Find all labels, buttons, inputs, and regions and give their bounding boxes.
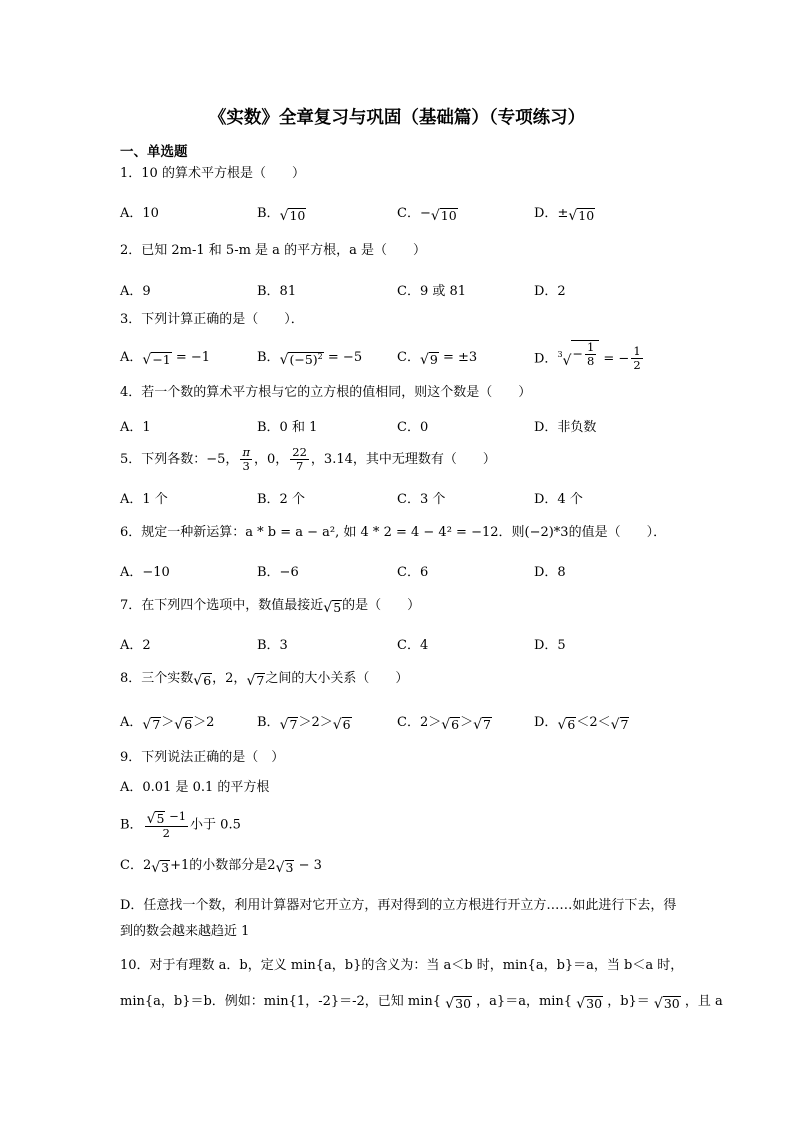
question-9: 9．下列说法正确的是（ ） <box>120 750 285 765</box>
question-1-options <box>120 202 690 224</box>
q2-option-b: B．81 <box>257 284 297 299</box>
q5-option-d: D．4 个 <box>534 492 583 507</box>
question-5-options <box>120 488 690 510</box>
q2-option-a: A．9 <box>120 284 151 299</box>
question-4: 4．若一个数的算术平方根与它的立方根的值相同，则这个数是（ ） <box>120 385 532 400</box>
q6-option-b: B．−6 <box>257 565 299 580</box>
q3-option-a: A． √ −1 = −1 <box>120 350 211 368</box>
q3-option-d: D．$^3$ √ − $\frac{1}{8}$ = − $\frac{1}{2}$ <box>534 340 641 373</box>
question-7: 7．在下列四个选项中，数值最接近 √ 5 的是（ ） <box>120 598 421 616</box>
q9-option-a: A．0.01 是 0.1 的平方根 <box>120 780 270 795</box>
q6-option-c: C．6 <box>397 565 429 580</box>
q8-option-b: B． √ 7 ＞2＞ √ 6 <box>257 715 351 733</box>
question-1: 1．10 的算术平方根是（ ） <box>120 166 305 181</box>
q2-option-c: C．9 或 81 <box>397 284 467 299</box>
q1-option-a: A．10 <box>120 206 159 221</box>
q3-option-b: B． √ $(-5)^2$ = −5 <box>257 350 363 368</box>
q5-option-b: B．2 个 <box>257 492 305 507</box>
q5-option-c: C．3 个 <box>397 492 446 507</box>
q6-option-d: D．8 <box>534 565 566 580</box>
question-10-line-1: 10．对于有理数 a．b，定义 min{a，b}的含义为：当 a＜b 时，min{a，b}＝a，当 b＜a 时， <box>120 958 684 973</box>
question-8: 8．三个实数 √ 6 ，2， √ 7 之间的大小关系（ ） <box>120 671 409 689</box>
q4-option-a: A．1 <box>120 420 151 435</box>
question-7-options <box>120 634 690 656</box>
section-heading: 一、单选题 <box>120 144 188 160</box>
q9-option-c: C．2 √ 3 +1的小数部分是2 √ 3 − 3 <box>120 858 322 876</box>
q2-option-d: D．2 <box>534 284 566 299</box>
question-8-options <box>120 711 690 733</box>
q8-option-a: A． √ 7 ＞ √ 6 ＞2 <box>120 715 215 733</box>
q3-option-c: C． √ 9 = ±3 <box>397 350 478 368</box>
question-3: 3．下列计算正确的是（ ）． <box>120 312 304 327</box>
question-2: 2．已知 2m-1 和 5-m 是 a 的平方根，a 是（ ） <box>120 243 426 258</box>
page-title: 《实数》全章复习与巩固（基础篇）（专项练习） <box>208 108 586 128</box>
q6-option-a: A．−10 <box>120 565 170 580</box>
q1-option-d: D．± √ 10 <box>534 206 595 224</box>
question-10-line-2: min{a，b}＝b．例如：min{1，-2}＝-2，已知 min{ √ 30 ，a}＝a，min{ √ 30 ，b}＝ √ 30 ，且 a <box>120 994 723 1012</box>
q9-option-d: D．任意找一个数，利用计算器对它开立方，再对得到的立方根进行开立方……如此进行下去，得到的数会越来越趋近 1 <box>120 898 677 939</box>
question-6: 6．规定一种新运算：a * b = a − a², 如 4 * 2 = 4 − 4² = −12．则(−2)*3的值是（ ）． <box>120 525 667 540</box>
q1-option-b: B． √ 10 <box>257 206 306 224</box>
question-4-options <box>120 416 690 438</box>
q1-option-c: C．− √ 10 <box>397 206 457 224</box>
q4-option-c: C．0 <box>397 420 429 435</box>
q7-option-a: A．2 <box>120 638 151 653</box>
q8-option-c: C．2＞ √ 6 ＞ √ 7 <box>397 715 491 733</box>
q5-option-a: A．1 个 <box>120 492 168 507</box>
q8-option-d: D． √ 6 ＜2＜ √ 7 <box>534 715 629 733</box>
q4-option-b: B．0 和 1 <box>257 420 318 435</box>
question-6-options <box>120 561 690 583</box>
q7-option-b: B．3 <box>257 638 288 653</box>
q7-option-c: C．4 <box>397 638 429 653</box>
q9-option-b: B． √ 5 −1 2 小于 0.5 <box>120 809 241 840</box>
question-5: 5．下列各数：−5， $\frac{\pi}{3}$ ，0， $\frac{22}{7}$ ，3.14，其中无理数有（ ） <box>120 445 496 474</box>
question-3-options <box>120 340 690 373</box>
q4-option-d: D．非负数 <box>534 420 597 435</box>
question-2-options <box>120 280 690 302</box>
q7-option-d: D．5 <box>534 638 566 653</box>
